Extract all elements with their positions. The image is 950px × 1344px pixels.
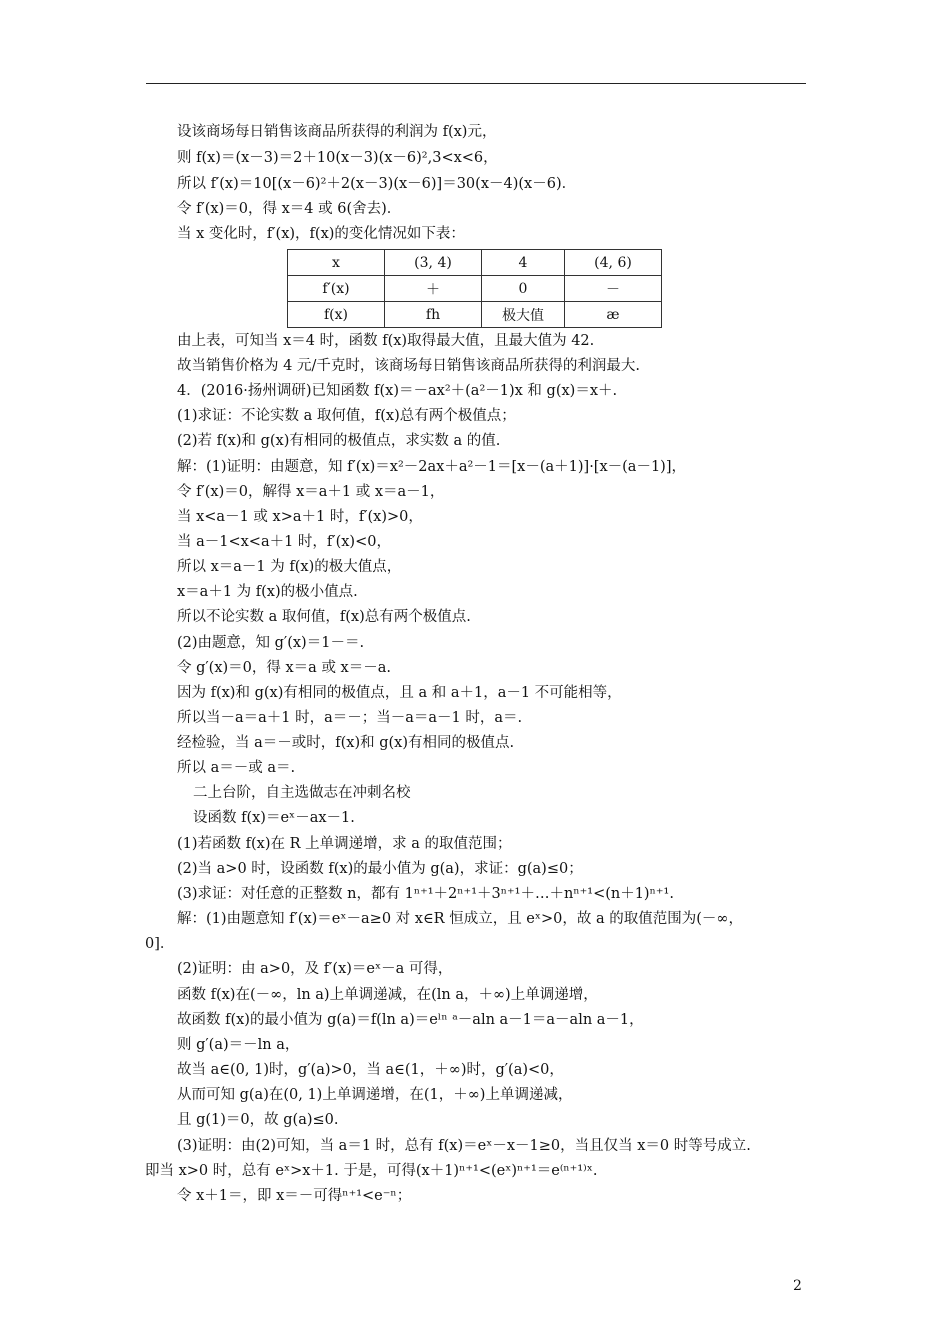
text-line: 经检验，当 a＝－或时，f(x)和 g(x)有相同的极值点.	[177, 735, 515, 751]
text-line: 设该商场每日销售该商品所获得的利润为 f(x)元，	[177, 124, 497, 140]
table-cell: 极大值	[482, 302, 565, 328]
text-line: 解：(1)证明：由题意，知 f′(x)＝x²－2ax＋a²－1＝[x－(a＋1)]·[x－(a－1)]，	[177, 459, 686, 475]
text-line: 4．(2016·扬州调研)已知函数 f(x)＝－ax²＋(a²－1)x 和 g(x)＝x＋.	[177, 383, 618, 399]
text-line: 解：(1)由题意知 f′(x)＝eˣ－a≥0 对 x∈R 恒成立，且 eˣ>0，故 a 的取值范围为(－∞，	[177, 911, 744, 927]
table-cell: 0	[482, 276, 565, 302]
text-line: 令 f′(x)＝0，得 x＝4 或 6(舍去)．	[177, 201, 402, 217]
header-rule	[146, 83, 806, 84]
text-line: 所以 x＝a－1 为 f(x)的极大值点，	[177, 559, 402, 575]
table-cell: －	[565, 276, 662, 302]
text-line: 所以 a＝－或 a＝.	[177, 760, 296, 776]
table-cell: f(x)	[288, 302, 385, 328]
table-cell: f′(x)	[288, 276, 385, 302]
text-line: (1)求证：不论实数 a 取何值，f(x)总有两个极值点；	[177, 408, 516, 424]
text-line: 当 x 变化时，f′(x)，f(x)的变化情况如下表：	[177, 226, 465, 242]
table-cell: x	[288, 250, 385, 276]
text-line: (3)证明：由(2)可知，当 a＝1 时，总有 f(x)＝eˣ－x－1≥0，当且仅当 x＝0 时等号成立.	[177, 1138, 751, 1154]
text-line: (2)若 f(x)和 g(x)有相同的极值点，求实数 a 的值.	[177, 433, 501, 449]
text-line: 函数 f(x)在(－∞，ln a)上单调递减，在(ln a，＋∞)上单调递增，	[177, 987, 598, 1003]
variation-table	[287, 249, 662, 328]
text-line: 所以 f′(x)＝10[(x－6)²＋2(x－3)(x－6)]＝30(x－4)(x－6)．	[177, 176, 577, 192]
text-line: (2)证明：由 a>0，及 f′(x)＝eˣ－a 可得，	[177, 961, 453, 977]
text-line: 故当 a∈(0, 1)时，g′(a)>0，当 a∈(1，＋∞)时，g′(a)<0，	[177, 1062, 564, 1078]
text-line: x＝a＋1 为 f(x)的极小值点.	[177, 584, 358, 600]
text-line: 0]．	[145, 936, 175, 952]
text-line: 所以当－a＝a＋1 时，a＝－；当－a＝a－1 时，a＝.	[177, 710, 523, 726]
table-cell: fh	[385, 302, 482, 328]
text-line: 且 g(1)＝0，故 g(a)≤0.	[177, 1112, 339, 1128]
table-cell: (4, 6)	[565, 250, 662, 276]
text-line: 则 g′(a)＝－ln a，	[177, 1037, 300, 1053]
text-line: 令 g′(x)＝0，得 x＝a 或 x＝－a.	[177, 660, 391, 676]
text-line: 当 a－1<x<a＋1 时，f′(x)<0，	[177, 534, 391, 550]
table-row	[288, 250, 662, 276]
text-line: 从而可知 g(a)在(0, 1)上单调递增，在(1，＋∞)上单调递减，	[177, 1087, 573, 1103]
text-line: 故当销售价格为 4 元/千克时，该商场每日销售该商品所获得的利润最大.	[177, 358, 640, 374]
text-line: 则 f(x)＝(x－3)＝2＋10(x－3)(x－6)²,3<x<6，	[177, 150, 498, 166]
table-row	[288, 276, 662, 302]
table-cell: æ	[565, 302, 662, 328]
text-line: 即当 x>0 时，总有 eˣ>x＋1. 于是，可得(x＋1)ⁿ⁺¹<(eˣ)ⁿ⁺¹＝e⁽ⁿ⁺¹⁾ˣ.	[145, 1163, 598, 1179]
text-line: 因为 f(x)和 g(x)有相同的极值点，且 a 和 a＋1，a－1 不可能相等，	[177, 685, 622, 701]
text-line: (3)求证：对任意的正整数 n，都有 1ⁿ⁺¹＋2ⁿ⁺¹＋3ⁿ⁺¹＋…＋nⁿ⁺¹<(n＋1)ⁿ⁺¹.	[177, 886, 674, 902]
text-line: 令 f′(x)＝0，解得 x＝a＋1 或 x＝a－1，	[177, 484, 445, 500]
text-line: 由上表，可知当 x＝4 时，函数 f(x)取得最大值，且最大值为 42.	[177, 333, 595, 349]
text-line: 故函数 f(x)的最小值为 g(a)＝f(ln a)＝eˡⁿ ᵃ－aln a－1＝a－aln a－1，	[177, 1012, 644, 1028]
problem-statement: 设函数 f(x)＝eˣ－ax－1.	[193, 810, 355, 826]
text-line: (1)若函数 f(x)在 R 上单调递增，求 a 的取值范围；	[177, 836, 512, 852]
text-line: (2)当 a>0 时，设函数 f(x)的最小值为 g(a)，求证：g(a)≤0；	[177, 861, 583, 877]
table-row	[288, 302, 662, 328]
table-cell: 4	[482, 250, 565, 276]
text-line: 令 x＋1＝，即 x＝－可得ⁿ⁺¹<e⁻ⁿ；	[177, 1188, 412, 1204]
text-line: 所以不论实数 a 取何值，f(x)总有两个极值点.	[177, 609, 471, 625]
text-line: (2)由题意，知 g′(x)＝1－＝.	[177, 635, 365, 651]
table-cell: (3, 4)	[385, 250, 482, 276]
table-cell: ＋	[385, 276, 482, 302]
section-heading: 二上台阶，自主选做志在冲刺名校	[193, 785, 411, 801]
text-line: 当 x<a－1 或 x>a＋1 时，f′(x)>0，	[177, 509, 423, 525]
page-number: 2	[793, 1278, 802, 1294]
